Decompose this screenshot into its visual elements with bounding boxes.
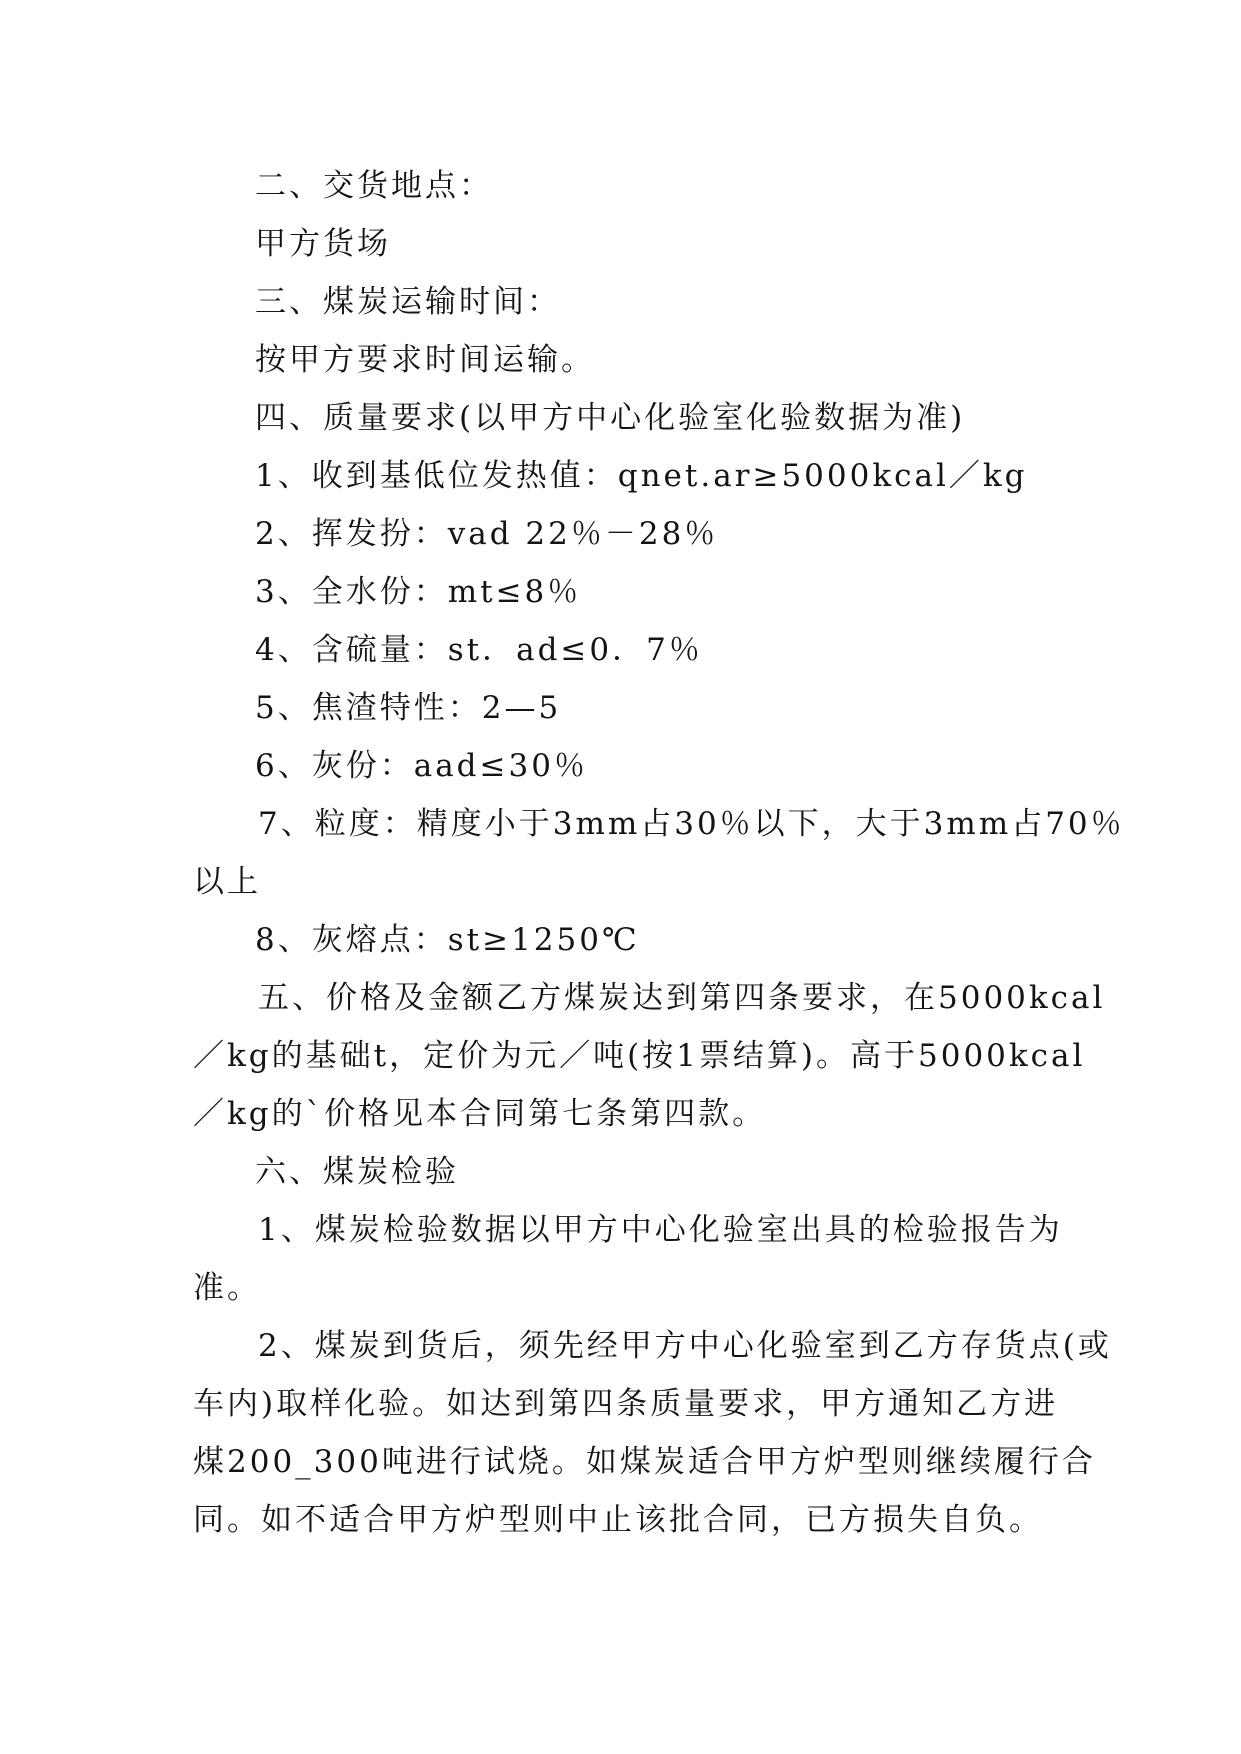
quality-item-volatile: 2、挥发扮：vad 22％－28％	[255, 516, 719, 552]
quality-item-moisture: 3、全水份：mt≤8％	[255, 574, 582, 610]
inspection-item-2-cont-2: 煤200_300吨进行试烧。如煤炭适合甲方炉型则继续履行合	[193, 1444, 1096, 1480]
text-price-amount-cont-2: ／kg的`价格见本合同第七条第四款。	[193, 1096, 767, 1132]
quality-item-granularity-cont: 以上	[193, 864, 261, 900]
heading-transport-time: 三、煤炭运输时间：	[255, 284, 561, 320]
heading-price-amount: 五、价格及金额乙方煤炭达到第四条要求，在5000kcal	[258, 980, 1106, 1016]
quality-item-granularity: 7、粒度：精度小于3mm占30％以下，大于3mm占70％	[258, 806, 1125, 842]
heading-coal-inspection: 六、煤炭检验	[255, 1154, 459, 1190]
inspection-item-2: 2、煤炭到货后，须先经甲方中心化验室到乙方存货点(或	[258, 1328, 1112, 1364]
quality-item-heat-value: 1、收到基低位发热值：qnet.ar≥5000kcal／kg	[255, 458, 1028, 494]
text-price-amount-cont-1: ／kg的基础t，定价为元／吨(按1票结算)。高于5000kcal	[193, 1038, 1086, 1074]
text-delivery-location: 甲方货场	[255, 226, 391, 262]
heading-quality-requirements: 四、质量要求(以甲方中心化验室化验数据为准)	[255, 400, 966, 436]
quality-item-sulfur: 4、含硫量：st．ad≤0．7％	[255, 632, 703, 668]
quality-item-coke-residue: 5、焦渣特性：2—5	[255, 690, 562, 726]
inspection-item-1-cont: 准。	[193, 1270, 261, 1306]
inspection-item-2-cont-1: 车内)取样化验。如达到第四条质量要求，甲方通知乙方进	[193, 1386, 1059, 1422]
quality-item-ash-fusion: 8、灰熔点：st≥1250℃	[255, 922, 640, 958]
quality-item-ash: 6、灰份：aad≤30％	[255, 748, 588, 784]
heading-delivery-location: 二、交货地点：	[255, 168, 493, 204]
inspection-item-1: 1、煤炭检验数据以甲方中心化验室出具的检验报告为	[258, 1212, 1063, 1248]
text-transport-time: 按甲方要求时间运输。	[255, 342, 595, 378]
inspection-item-2-cont-3: 同。如不适合甲方炉型则中止该批合同，已方损失自负。	[193, 1502, 1043, 1538]
